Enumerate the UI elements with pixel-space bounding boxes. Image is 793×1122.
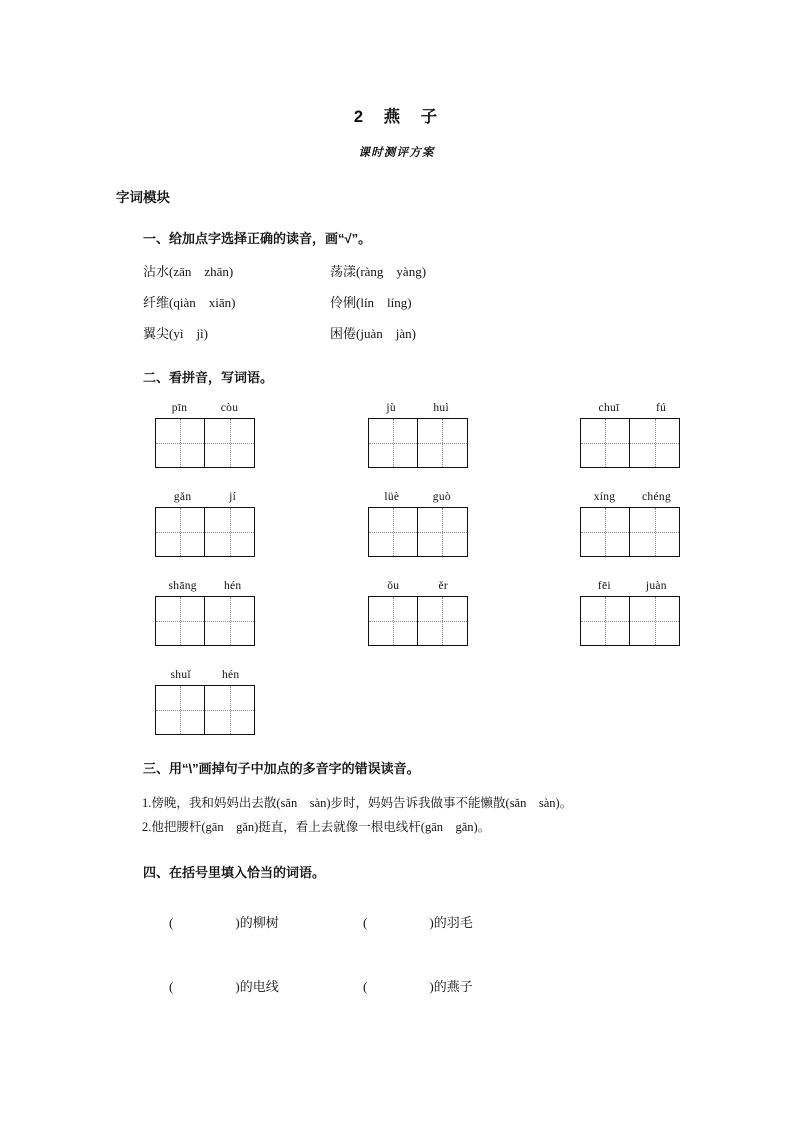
tianzige-box[interactable] bbox=[580, 507, 630, 557]
tianzige-box[interactable] bbox=[205, 507, 255, 557]
question-1-heading: 一、给加点字选择正确的读音，画“√”。 bbox=[143, 231, 372, 246]
pinyin-syllable: gǎn bbox=[173, 491, 192, 503]
bracket-blank-item[interactable] bbox=[143, 896, 337, 947]
bracket-row bbox=[143, 896, 793, 947]
pinyin-syllable: huì bbox=[433, 402, 449, 414]
grid-row bbox=[0, 580, 793, 646]
tianzige-box[interactable] bbox=[155, 507, 205, 557]
pinyin-label bbox=[155, 669, 255, 681]
pinyin-syllable: ǒu bbox=[387, 580, 400, 592]
pinyin-label bbox=[580, 402, 684, 414]
bracket-label: 的电线 bbox=[239, 978, 279, 994]
bracket-close: ) bbox=[429, 914, 434, 930]
bracket-close: ) bbox=[235, 978, 240, 994]
grid-row bbox=[0, 491, 793, 557]
tianzige-box[interactable] bbox=[205, 596, 255, 646]
write-word-item bbox=[580, 402, 793, 468]
write-word-item bbox=[155, 580, 368, 646]
tianzige-pair bbox=[155, 685, 255, 735]
pinyin-syllable: xíng bbox=[593, 491, 616, 503]
tianzige-pair bbox=[368, 596, 468, 646]
pinyin-syllable: jí bbox=[229, 491, 237, 503]
write-word-item bbox=[368, 491, 581, 557]
choice-item[interactable]: 困倦(juàn jàn) bbox=[330, 326, 416, 341]
choice-row bbox=[143, 261, 793, 280]
tianzige-box[interactable] bbox=[205, 418, 255, 468]
choice-row bbox=[143, 323, 793, 342]
pinyin-label bbox=[580, 491, 684, 503]
choice-row bbox=[143, 292, 793, 311]
tianzige-box[interactable] bbox=[418, 507, 468, 557]
pinyin-label bbox=[368, 491, 468, 503]
bracket-open: ( bbox=[169, 978, 174, 994]
tianzige-box[interactable] bbox=[418, 418, 468, 468]
write-word-item bbox=[155, 402, 368, 468]
question-4-items bbox=[143, 896, 793, 1011]
tianzige-box[interactable] bbox=[155, 418, 205, 468]
choice-item[interactable]: 翼尖(yì jì) bbox=[143, 326, 208, 341]
pinyin-syllable: fú bbox=[655, 402, 667, 414]
pinyin-syllable: fēi bbox=[597, 580, 611, 592]
tianzige-box[interactable] bbox=[368, 507, 418, 557]
bracket-open: ( bbox=[363, 914, 368, 930]
bracket-label: 的羽毛 bbox=[433, 914, 473, 930]
pinyin-syllable: chuī bbox=[598, 402, 620, 414]
bracket-row bbox=[143, 960, 793, 1011]
pinyin-syllable: còu bbox=[220, 402, 239, 414]
write-word-item bbox=[368, 580, 581, 646]
bracket-close: ) bbox=[235, 914, 240, 930]
tianzige-box[interactable] bbox=[630, 596, 680, 646]
tianzige-pair bbox=[580, 418, 680, 468]
pinyin-syllable: hén bbox=[223, 580, 242, 592]
tianzige-box[interactable] bbox=[630, 418, 680, 468]
pinyin-syllable: chéng bbox=[642, 491, 671, 503]
tianzige-pair bbox=[155, 418, 255, 468]
tianzige-pair bbox=[155, 507, 255, 557]
pinyin-label bbox=[368, 402, 468, 414]
module-heading: 字词模块 bbox=[116, 190, 170, 205]
write-word-item bbox=[368, 402, 581, 468]
bracket-open: ( bbox=[363, 978, 368, 994]
tianzige-box[interactable] bbox=[155, 685, 205, 735]
pinyin-syllable: shuǐ bbox=[170, 669, 191, 681]
pinyin-syllable: juàn bbox=[645, 580, 667, 592]
tianzige-box[interactable] bbox=[155, 596, 205, 646]
pinyin-syllable: hén bbox=[221, 669, 240, 681]
tianzige-pair bbox=[368, 418, 468, 468]
choice-item[interactable]: 沾水(zān zhān) bbox=[143, 264, 234, 279]
page-subtitle: 课时测评方案 bbox=[358, 147, 435, 159]
pinyin-label bbox=[368, 580, 468, 592]
pinyin-syllable: lüè bbox=[384, 491, 400, 503]
tianzige-box[interactable] bbox=[368, 596, 418, 646]
pinyin-syllable: pīn bbox=[171, 402, 188, 414]
choice-item[interactable]: 纤维(qiàn xiān) bbox=[143, 295, 236, 310]
question-2-heading: 二、看拼音，写词语。 bbox=[143, 370, 274, 385]
write-word-item bbox=[155, 669, 368, 735]
pinyin-syllable: shāng bbox=[168, 580, 197, 592]
bracket-blank-item[interactable] bbox=[143, 960, 337, 1011]
question-4-heading: 四、在括号里填入恰当的词语。 bbox=[143, 864, 326, 880]
write-word-item bbox=[580, 580, 793, 646]
write-word-item bbox=[580, 491, 793, 557]
tianzige-box[interactable] bbox=[580, 596, 630, 646]
choice-item[interactable]: 伶俐(lín líng) bbox=[330, 295, 412, 310]
pinyin-syllable: ěr bbox=[438, 580, 449, 592]
question-1-items bbox=[143, 261, 793, 342]
tianzige-box[interactable] bbox=[580, 418, 630, 468]
bracket-open: ( bbox=[169, 914, 174, 930]
choice-item[interactable]: 荡漾(ràng yàng) bbox=[330, 264, 427, 279]
tianzige-pair bbox=[368, 507, 468, 557]
sentence-item[interactable]: 2.他把腰杆(gān gǎn)挺直，看上去就像一根电线杆(gān gǎn)。 bbox=[142, 820, 491, 835]
pinyin-label bbox=[155, 402, 255, 414]
page-title: 2 燕 子 bbox=[353, 108, 440, 126]
question-3-sentences bbox=[0, 791, 793, 840]
write-word-item bbox=[155, 491, 368, 557]
bracket-label: 的柳树 bbox=[239, 914, 279, 930]
question-3-heading: 三、用“\”画掉句子中加点的多音字的错误读音。 bbox=[143, 761, 420, 776]
bracket-blank-item[interactable] bbox=[337, 896, 473, 947]
bracket-blank-item[interactable] bbox=[337, 960, 473, 1011]
pinyin-label bbox=[580, 580, 684, 592]
tianzige-pair bbox=[155, 596, 255, 646]
pinyin-label bbox=[155, 580, 255, 592]
grid-row bbox=[0, 669, 793, 735]
bracket-close: ) bbox=[429, 978, 434, 994]
sentence-item[interactable]: 1.傍晚，我和妈妈出去散(sǎn sàn)步时，妈妈告诉我做事不能懒散(sǎn sàn)。 bbox=[142, 796, 573, 810]
tianzige-box[interactable] bbox=[418, 596, 468, 646]
tianzige-pair bbox=[580, 596, 680, 646]
pinyin-syllable: jù bbox=[386, 402, 396, 414]
tianzige-pair bbox=[580, 507, 680, 557]
grid-row bbox=[0, 402, 793, 468]
pinyin-syllable: guò bbox=[432, 491, 451, 503]
question-2-grids bbox=[0, 402, 793, 735]
tianzige-box[interactable] bbox=[205, 685, 255, 735]
bracket-label: 的燕子 bbox=[433, 978, 473, 994]
pinyin-label bbox=[155, 491, 255, 503]
tianzige-box[interactable] bbox=[630, 507, 680, 557]
tianzige-box[interactable] bbox=[368, 418, 418, 468]
